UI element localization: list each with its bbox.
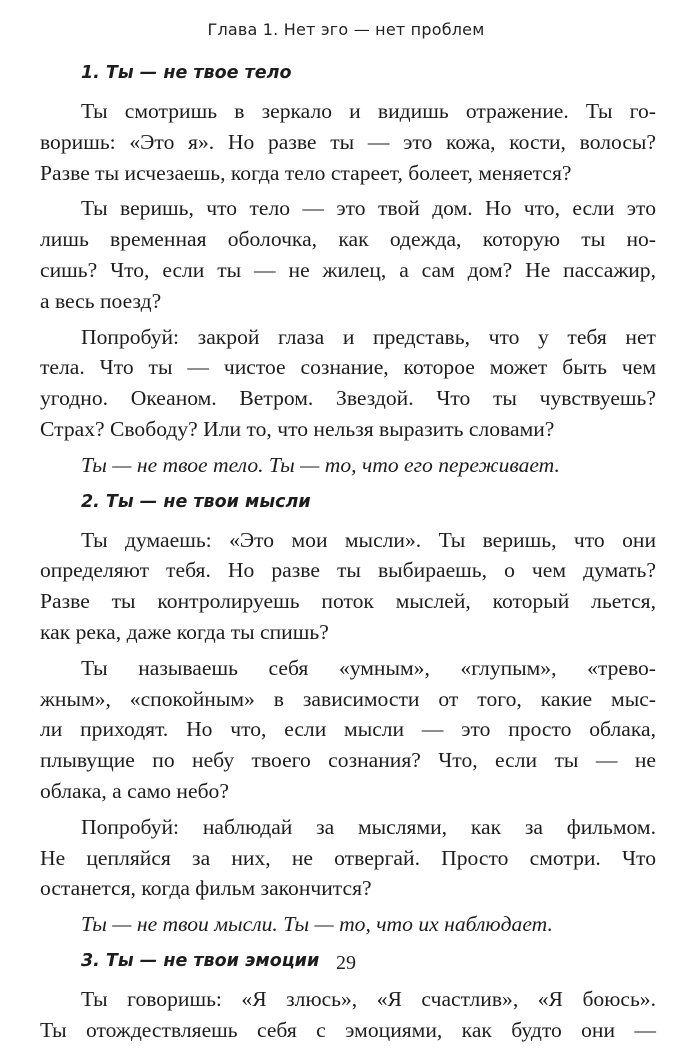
- section-heading: 1. Ты — не твое тело: [81, 63, 292, 83]
- text-line: облака, а само небо?: [40, 778, 229, 803]
- paragraph: [40, 322, 656, 445]
- text-line: воришь: «Это я». Но разве ты — это кожа, кости, волосы?: [40, 129, 656, 154]
- paragraph: [40, 525, 656, 648]
- text-line: Ты называешь себя «умным», «глупым», «трево-: [81, 655, 656, 680]
- text-line: как река, даже когда ты спишь?: [40, 619, 329, 644]
- text-line: лишь временная оболочка, как одежда, которую ты но-: [40, 227, 656, 252]
- paragraph: [40, 653, 656, 807]
- paragraph: [40, 984, 656, 1046]
- page-body: [40, 58, 656, 1051]
- text-line: определяют тебя. Но разве ты выбираешь, о чем думать?: [40, 558, 656, 583]
- text-line: жным», «спокойным» в зависимости от того, какие мыс-: [40, 686, 656, 711]
- section-heading: 2. Ты — не твои мысли: [81, 491, 311, 512]
- text-line: Разве ты исчезаешь, когда тело стареет, болеет, меняется?: [40, 160, 572, 185]
- text-line: останется, когда фильм закончится?: [40, 876, 372, 901]
- page-number: 29: [336, 952, 356, 974]
- text-line: Разве ты контролируешь поток мыслей, который льется,: [40, 589, 656, 614]
- text-line: Ты думаешь: «Это мои мысли». Ты веришь, что они: [81, 527, 656, 552]
- italic-summary: [40, 450, 656, 481]
- paragraph: [40, 193, 656, 316]
- paragraph: [40, 812, 656, 904]
- text-line: ли приходят. Но что, если мысли — это просто облака,: [40, 717, 656, 742]
- italic-summary: [40, 909, 656, 940]
- text-line: Ты смотришь в зеркало и видишь отражение. Ты го-: [81, 99, 656, 123]
- paragraph: [40, 96, 656, 188]
- text-line: Ты — не твои мысли. Ты — то, что их наблюдает.: [81, 912, 553, 937]
- text-line: тела. Что ты — чистое сознание, которое может быть чем: [40, 355, 656, 380]
- text-line: Ты говоришь: «Я злюсь», «Я счастлив», «Я боюсь».: [81, 986, 656, 1011]
- text-line: Ты веришь, что тело — это твой дом. Но что, если это: [81, 196, 656, 221]
- text-line: Попробуй: закрой глаза и представь, что у тебя нет: [81, 324, 656, 349]
- text-line: Ты отождествляешь себя с эмоциями, как будто они —: [40, 1017, 656, 1042]
- text-line: угодно. Океаном. Ветром. Звездой. Что ты чувствуешь?: [40, 386, 656, 411]
- running-head: Глава 1. Нет эго — нет проблем: [207, 20, 485, 39]
- text-line: Ты — не твое тело. Ты — то, что его переживает.: [81, 452, 560, 477]
- section-heading: 3. Ты — не твои эмоции: [81, 950, 320, 971]
- text-line: Не цепляйся за них, не отвергай. Просто смотри. Что: [40, 845, 656, 870]
- text-line: а весь поезд?: [40, 288, 162, 313]
- text-line: сишь? Что, если ты — не жилец, а сам дом? Не пассажир,: [40, 257, 656, 282]
- text-line: плывущие по небу твоего сознания? Что, если ты — не: [40, 748, 656, 773]
- text-line: Попробуй: наблюдай за мыслями, как за фильмом.: [81, 814, 656, 839]
- text-line: Страх? Свободу? Или то, что нельзя выразить словами?: [40, 416, 555, 441]
